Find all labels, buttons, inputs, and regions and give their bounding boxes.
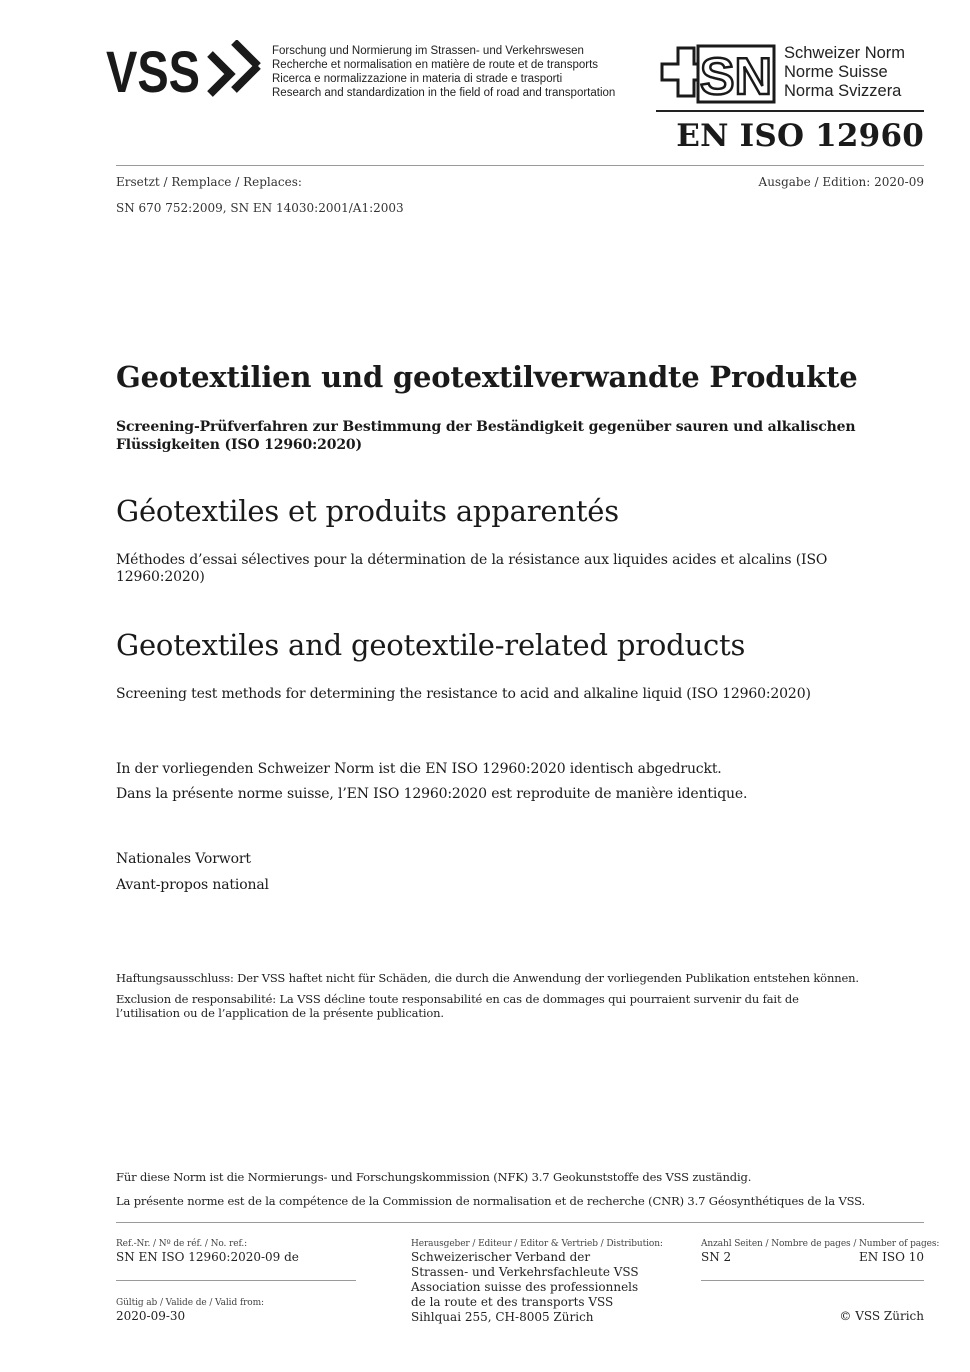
vss-logo-text: VSS xyxy=(106,40,200,100)
publisher-line: Sihlquai 255, CH-8005 Zürich xyxy=(411,1310,594,1324)
valid-from-label: Gültig ab / Valide de / Valid from: xyxy=(116,1298,264,1308)
title-german: Geotextilien und geotextilverwandte Produkte xyxy=(116,360,858,394)
sn-logo xyxy=(656,44,780,112)
title-french: Géotextiles et produits apparentés xyxy=(116,494,619,528)
sn-name-de: Schweizer Norm xyxy=(784,44,906,62)
copyright: © VSS Zürich xyxy=(839,1309,924,1323)
disclaimer-french: Exclusion de responsabilité: La VSS décline toute responsabilité en cas de dommages qui pourraient survenir du fait de l’utilisation ou de l’application de la présente publication. xyxy=(116,992,799,1020)
subtitle-german: Screening-Prüfverfahren zur Bestimmung der Beständigkeit gegenüber sauren und alkalischen Flüssigkeiten (ISO 12960:2020) xyxy=(116,419,856,453)
identical-note-french: Dans la présente norme suisse, l’EN ISO 12960:2020 est reproduite de manière identique. xyxy=(116,786,748,802)
valid-from-value: 2020-09-30 xyxy=(116,1309,186,1323)
tagline-line: Forschung und Normierung im Strassen- und Verkehrswesen xyxy=(272,45,584,57)
tagline-line: Recherche et normalisation en matière de route et de transports xyxy=(272,59,599,71)
page-count-divider xyxy=(701,1280,924,1281)
replaces-label: Ersetzt / Remplace / Replaces: xyxy=(116,175,302,189)
sn-name-fr: Norme Suisse xyxy=(784,63,888,81)
ref-number-value: SN EN ISO 12960:2020-09 de xyxy=(116,1250,299,1264)
publisher-address xyxy=(411,1250,639,1325)
subtitle-english: Screening test methods for determining the resistance to acid and alkaline liquid (ISO 12960:2020) xyxy=(116,686,811,702)
sn-logo-text: SN xyxy=(699,48,773,106)
publisher-line: Association suisse des professionnels xyxy=(411,1280,639,1294)
publisher-line: Schweizerischer Verband der xyxy=(411,1250,591,1264)
tagline-line: Ricerca e normalizzazione in materia di strade e trasporti xyxy=(272,73,563,85)
ref-number-label: Ref.-Nr. / Nº de réf. / No. ref.: xyxy=(116,1239,248,1249)
standard-number: EN ISO 12960 xyxy=(676,118,924,154)
vss-tagline xyxy=(272,44,615,100)
disclaimer-german: Haftungsausschluss: Der VSS haftet nicht für Schäden, die durch die Anwendung der vorliegenden Publikation entstehen können. xyxy=(116,971,859,985)
page-count-label: Anzahl Seiten / Nombre de pages / Number of pages: xyxy=(701,1239,940,1249)
publisher-label: Herausgeber / Editeur / Editor & Vertrieb / Distribution: xyxy=(411,1239,663,1249)
national-foreword-german: Nationales Vorwort xyxy=(116,851,251,867)
header-underline xyxy=(656,110,924,112)
footer-divider xyxy=(116,1222,924,1223)
publisher-line: Strassen- und Verkehrsfachleute VSS xyxy=(411,1265,639,1279)
responsibility-german: Für diese Norm ist die Normierungs- und Forschungskommission (NFK) 3.7 Geokunststoffe des VSS zuständig. xyxy=(116,1170,752,1184)
page-count-sn: SN 2 xyxy=(701,1250,732,1264)
sn-norm-name xyxy=(784,44,905,101)
publisher-line: de la route et des transports VSS xyxy=(411,1295,614,1309)
title-english: Geotextiles and geotextile-related products xyxy=(116,628,746,662)
subtitle-french: Méthodes d’essai sélectives pour la détermination de la résistance aux liquides acides et alcalins (ISO 12960:2020) xyxy=(116,552,828,585)
edition-date: Ausgabe / Edition: 2020-09 xyxy=(758,175,924,189)
tagline-line: Research and standardization in the field of road and transportation xyxy=(272,87,616,99)
replaces-value: SN 670 752:2009, SN EN 14030:2001/A1:2003 xyxy=(116,201,404,215)
national-foreword-french: Avant-propos national xyxy=(116,877,269,893)
identical-note-german: In der vorliegenden Schweizer Norm ist die EN ISO 12960:2020 identisch abgedruckt. xyxy=(116,761,722,777)
ref-divider xyxy=(116,1280,356,1281)
responsibility-french: La présente norme est de la compétence de la Commission de normalisation et de recherche (CNR) 3.7 Géosynthétiques de la VSS. xyxy=(116,1194,865,1208)
header-divider xyxy=(116,165,924,166)
page-count-en: EN ISO 10 xyxy=(859,1250,924,1264)
vss-logo xyxy=(106,40,266,100)
sn-name-it: Norma Svizzera xyxy=(784,82,902,100)
